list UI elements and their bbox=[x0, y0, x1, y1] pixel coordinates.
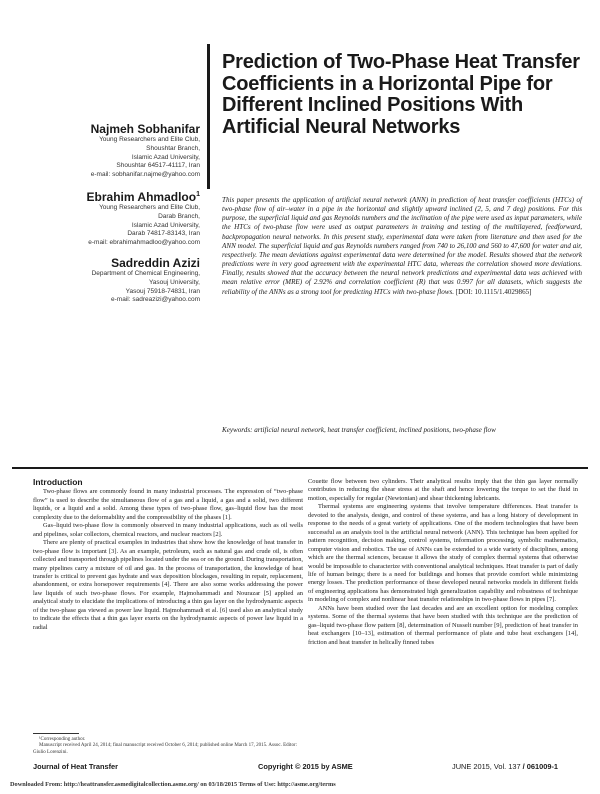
author-name: Najmeh Sobhanifar bbox=[90, 122, 200, 136]
footnote-rule bbox=[33, 733, 79, 734]
author-2 bbox=[87, 188, 200, 248]
author-1 bbox=[91, 122, 200, 180]
section-heading-introduction: Introduction bbox=[33, 477, 83, 487]
download-notice[interactable]: Downloaded From: http://heattransfer.asmedigitalcollection.asme.org/ on 03/18/2015 Terms of Use: http://asme.org/terms bbox=[10, 781, 336, 788]
body-column-right bbox=[308, 478, 578, 647]
affiliation-line: Young Researchers and Elite Club, bbox=[99, 204, 200, 211]
author-3 bbox=[92, 256, 200, 305]
footer-copyright: Copyright © 2015 by ASME bbox=[258, 762, 353, 771]
corresponding-marker: 1 bbox=[196, 191, 200, 198]
affiliation-line: Yasouj University, bbox=[148, 278, 200, 286]
paragraph: Two-phase flows are commonly found in many industrial processes. The expression of “two-phase flow” is used to describe the simultaneous flow of a gas and a liquid, a gas and a solid, two different liquids, or a liquid and a solid. Among these types of two-phase flow, gas–liquid flow has the most complexity due to the deformability and the compressibility of the phases [1]. bbox=[33, 488, 303, 521]
footer-issue: JUNE 2015, Vol. 137 / 061009-1 bbox=[452, 762, 559, 771]
author-email: e-mail: sobhanifar.najme@yahoo.com bbox=[90, 171, 200, 179]
affiliation-line: Shoushtar Branch, bbox=[146, 144, 200, 152]
footnote-line: Manuscript received April 24, 2014; final manuscript received October 6, 2014; published online March 17, 2015. Assoc. Editor: Giulio Lorenzini. bbox=[33, 743, 297, 755]
footnote-line: ¹Corresponding author. bbox=[39, 737, 86, 742]
affiliation-line: Yasouj 75918-74831, Iran bbox=[125, 287, 200, 295]
footer-volume: JUNE 2015, Vol. 137 bbox=[452, 762, 521, 771]
footnote bbox=[33, 737, 303, 756]
title-rule bbox=[207, 44, 210, 189]
affiliation-line: Young Researchers and Elite Club, bbox=[99, 136, 200, 143]
abstract-text: This paper presents the application of artificial neural network (ANN) in prediction of heat transfer coefficients (HTCs) of two-phase flow of air–water in a pipe in the horizontal and slightly upward inclined (2, 5, and 7 deg) positions. For this purpose, the superficial liquid and gas Reynolds numbers and the inclination of the pipe were used as input parameters, while the HTCs of two-phase flow were used as output parameters in training and testing of the multilayered, feedforward, backpropagation neural networks. In this present study, experimental data were taken from literature and then used for the ANN model. The superficial liquid and gas Reynolds numbers ranged from 740 to 26,100 and 560 to 47,600 for water and air, respectively. The mean deviations against experimental data were determined for the model. Results showed that the network predictions were in very good agreement with the experimental HTC data, whereas the correlation showed more deviations. Finally, results showed that the accuracy between the neural network predictions and experimental data was achieved with mean relative error (MRE) of 2.92% and correlation coefficient (R) that was 0.997 for all datasets, which suggests the reliability of the ANNs as a strong tool for predicting HTCs with two-phase flows. bbox=[222, 196, 582, 296]
affiliation-line: Darab 74817-83143, Iran bbox=[127, 230, 200, 238]
author-name: Sadreddin Azizi bbox=[111, 256, 200, 270]
affiliation-line: Islamic Azad University, bbox=[131, 221, 200, 229]
affiliation-line: Darab Branch, bbox=[158, 212, 200, 220]
affiliation-line: Department of Chemical Engineering, bbox=[91, 270, 200, 277]
paragraph: Thermal systems are engineering systems that involve temperature differences. Heat transfer is devoted to the analysis, design, and control of these systems, and has a long history of development in response to the needs of a great variety of applications. One of the modern technologies that have been successful as an analysis tool is the artificial neural network (ANN). This technique has been applied for pattern recognition, decision making, control systems, information processing, symbolic mathematics, computer vision and robotics. The use of ANNs can be extended to a wide variety of disciplines, among which are the thermal sciences, because it allows the study of complex thermal systems that otherwise would be impossible to characterize with conventional analytical techniques. Heat transfer is part of daily life of human beings; there is a need for buildings and homes that provide comfort while minimizing energy losses. The prediction performance of these developed neural networks models in different fields of engineering applications has demonstrated high generalization capability and robustness of technique in modeling of complex and nonlinear heat transfer relationships in two-phase flows in pipes [7]. bbox=[308, 503, 578, 604]
section-divider bbox=[12, 467, 588, 469]
keywords: Keywords: artificial neural network, heat transfer coefficient, inclined positions, two-phase flow bbox=[222, 426, 496, 434]
paper-title: Prediction of Two-Phase Heat Transfer Coefficients in a Horizontal Pipe for Different Inclined Positions With Artificial Neural Networks bbox=[222, 51, 580, 138]
paragraph: Gas–liquid two-phase flow is commonly observed in many industrial applications, such as oil wells and pipelines, solar collectors, chemical reactors, and nuclear reactors [2]. bbox=[33, 522, 303, 538]
affiliation-line: Islamic Azad University, bbox=[131, 153, 200, 161]
footer-journal: Journal of Heat Transfer bbox=[33, 762, 119, 771]
author-name: Ebrahim Ahmadloo$^1$ bbox=[86, 190, 200, 204]
author-email: e-mail: sadreazizi@yahoo.com bbox=[111, 296, 200, 304]
footer-page-id: 061009-1 bbox=[526, 762, 559, 771]
paragraph: ANNs have been studied over the last decades and are an excellent option for modeling complex systems. Some of the thermal systems that have been studied with this technique are the prediction of gas–liquid two-phase flow pattern [8], determination of Nusselt number [9], prediction of heat transfer in heat exchangers [10–13], estimation of thermal performance of plate and tube heat exchangers [14], friction and heat transfer in helically finned tubes bbox=[308, 604, 578, 646]
author-email: e-mail: ebrahimahmadloo@yahoo.com bbox=[88, 239, 200, 247]
doi-link[interactable]: [DOI: 10.1115/1.4029865] bbox=[455, 287, 532, 296]
abstract bbox=[222, 196, 582, 297]
paragraph: There are plenty of practical examples in industries that show how the knowledge of heat transfer in two-phase flow is important [3]. As an example, petroleum, such as natural gas and crude oil, is often collected and transported through pipelines located under the sea or on the ground. During transportation, many pipelines carry a mixture of oil and gas. In the process of transportation, the knowledge of heat transfer is critical to prevent gas hydrate and wax deposition blockages, resulting in repair, replacement, abandonment, or extra horsepower requirements [4]. There are also some works addressing the power law liquids of such two-phase flows. For example, Hajmohammadi and Nourazar [5] applied an analytical study to elucidate the implications of introducing a thin gas layer on the hydrodynamic aspects of the two-phase gas viewed as power law liquid. Hajmohammadi et al. [6] used also an analytical study to indicate the effects that a thin gas layer exerts on the hydrodynamic aspects of power law liquid in a radial bbox=[33, 539, 303, 631]
body-column-left bbox=[33, 478, 303, 632]
affiliation-line: Shoushtar 64517-41117, Iran bbox=[116, 162, 200, 170]
paragraph: Couette flow between two cylinders. Their analytical results imply that the thin gas layer normally contributes in reducing the shear stress at the shaft and hence lowering the torque to set the fluid in motion, especially for regular (Newtonian) and shear thickening lubricants. bbox=[308, 478, 578, 502]
